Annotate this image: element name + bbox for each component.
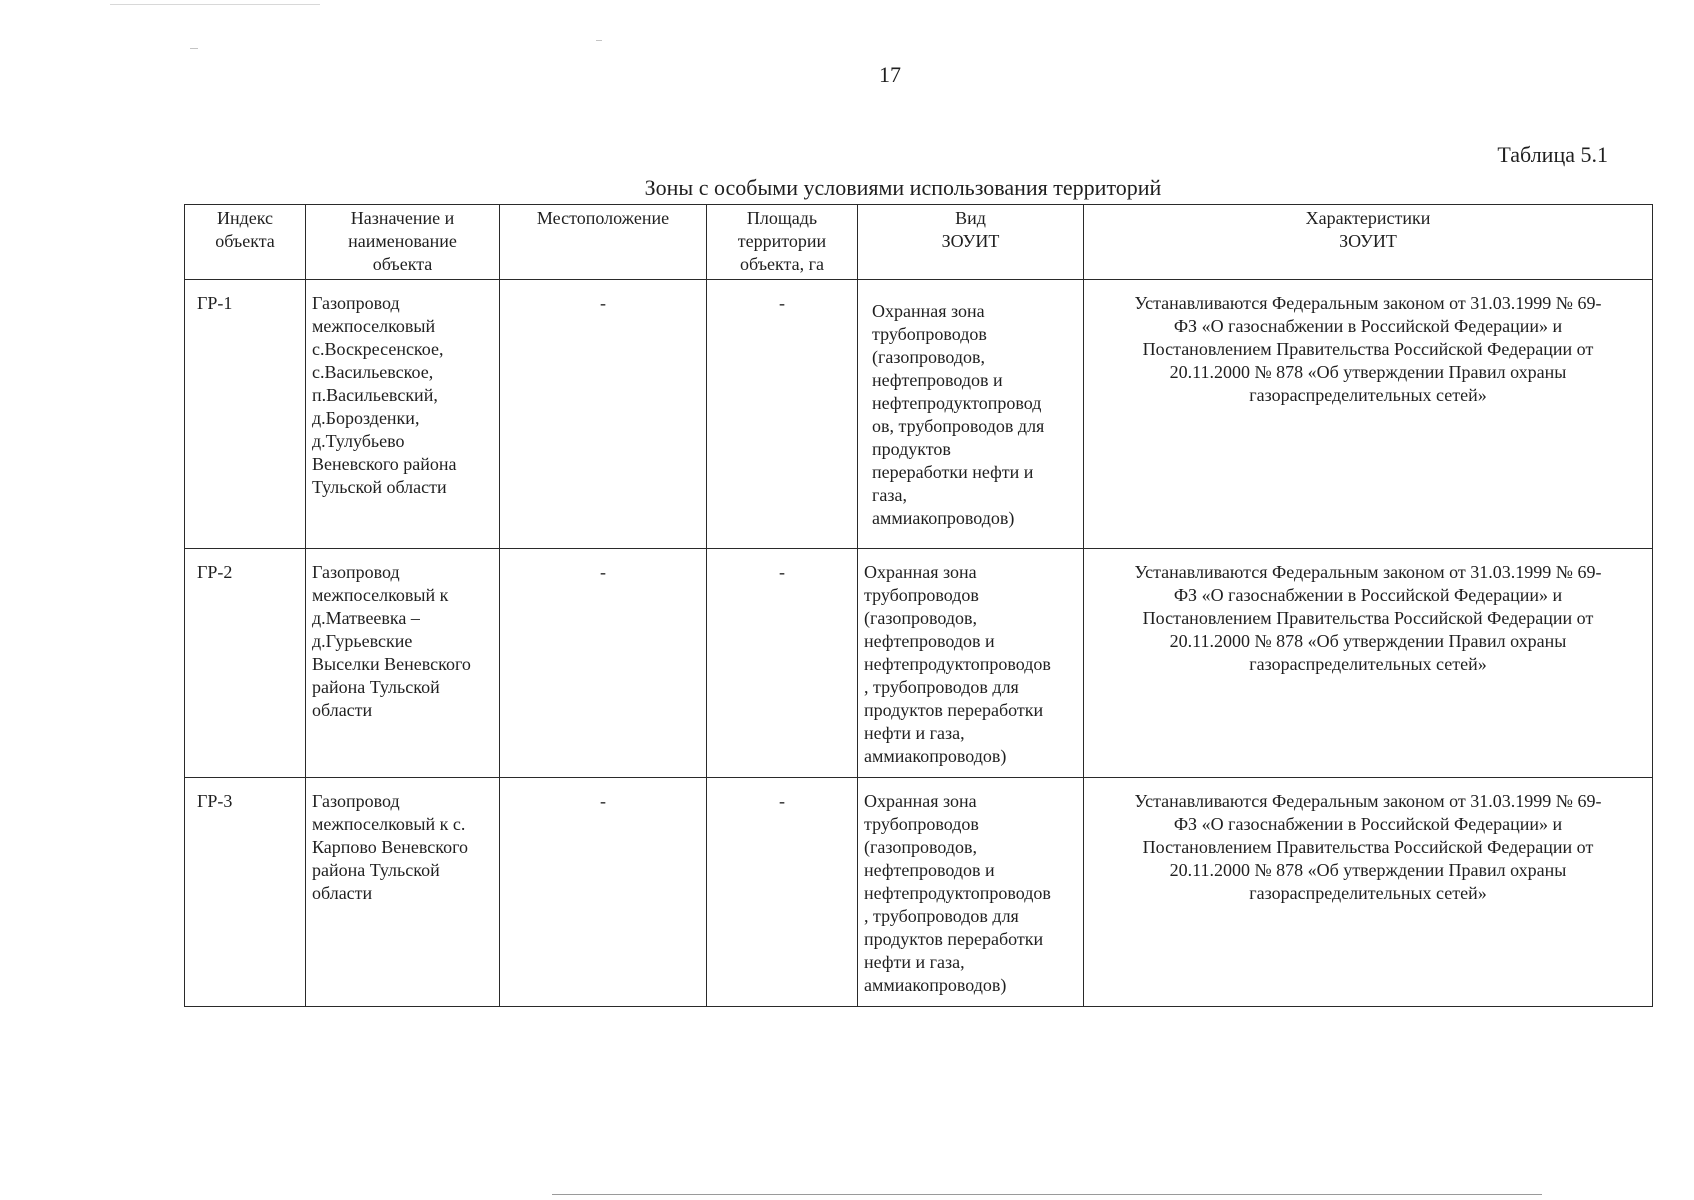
- header-index: Индекс объекта: [185, 205, 306, 280]
- cell-index: ГР-1: [185, 280, 306, 549]
- table-label: Таблица 5.1: [1497, 142, 1608, 167]
- cell-index: ГР-2: [185, 549, 306, 778]
- cell-zone-type: Охранная зона трубопроводов (газопроводов, нефтепроводов и нефтепродуктопровод ов, трубопроводов для продуктов переработки нефти и газа, аммиакопроводов): [858, 280, 1084, 549]
- header-name: Назначение и наименование объекта: [306, 205, 500, 280]
- cell-zone-type: Охранная зона трубопроводов (газопроводов, нефтепроводов и нефтепродуктопроводов , трубопроводов для продуктов переработки нефти и газа, аммиакопроводов): [858, 549, 1084, 778]
- table-title: [0, 175, 1694, 201]
- cell-name: Газопровод межпоселковый с.Воскресенское, с.Васильевское, п.Васильевский, д.Борозденки, д.Тулубьево Веневского района Тульской области: [306, 280, 500, 549]
- zones-table: [184, 204, 1653, 1007]
- cell-characteristics: Устанавливаются Федеральным законом от 31.03.1999 № 69- ФЗ «О газоснабжении в Российской Федерации» и Постановлением Правительства Российской Федерации от 20.11.2000 № 878 «Об утверждении Правил охраны газораспределительных сетей»: [1084, 549, 1653, 778]
- cell-area: -: [707, 778, 858, 1007]
- cell-area: -: [707, 280, 858, 549]
- cell-location: -: [500, 549, 707, 778]
- table-row: [185, 280, 1653, 549]
- cell-area: -: [707, 549, 858, 778]
- cell-name: Газопровод межпоселковый к д.Матвеевка – д.Гурьевские Выселки Веневского района Тульской области: [306, 549, 500, 778]
- scan-artifact: [110, 4, 320, 5]
- cell-zone-type: Охранная зона трубопроводов (газопроводов, нефтепроводов и нефтепродуктопроводов , трубопроводов для продуктов переработки нефти и газа, аммиакопроводов): [858, 778, 1084, 1007]
- scan-artifact: [190, 48, 198, 49]
- page-number: 17: [879, 62, 901, 87]
- table-row: [185, 778, 1653, 1007]
- table-title-text: Зоны с особыми условиями использования территорий: [644, 175, 1162, 200]
- scan-edge-line: [552, 1194, 1542, 1195]
- cell-location: -: [500, 778, 707, 1007]
- table-header-row: [185, 205, 1653, 280]
- scan-artifact: [596, 40, 602, 41]
- cell-location: -: [500, 280, 707, 549]
- header-area: Площадь территории объекта, га: [707, 205, 858, 280]
- cell-characteristics: Устанавливаются Федеральным законом от 31.03.1999 № 69- ФЗ «О газоснабжении в Российской Федерации» и Постановлением Правительства Российской Федерации от 20.11.2000 № 878 «Об утверждении Правил охраны газораспределительных сетей»: [1084, 280, 1653, 549]
- cell-characteristics: Устанавливаются Федеральным законом от 31.03.1999 № 69- ФЗ «О газоснабжении в Российской Федерации» и Постановлением Правительства Российской Федерации от 20.11.2000 № 878 «Об утверждении Правил охраны газораспределительных сетей»: [1084, 778, 1653, 1007]
- header-zone-type: Вид ЗОУИТ: [858, 205, 1084, 280]
- header-characteristics: Характеристики ЗОУИТ: [1084, 205, 1653, 280]
- cell-index: ГР-3: [185, 778, 306, 1007]
- table-row: [185, 549, 1653, 778]
- header-location: Местоположение: [500, 205, 707, 280]
- cell-name: Газопровод межпоселковый к с. Карпово Веневского района Тульской области: [306, 778, 500, 1007]
